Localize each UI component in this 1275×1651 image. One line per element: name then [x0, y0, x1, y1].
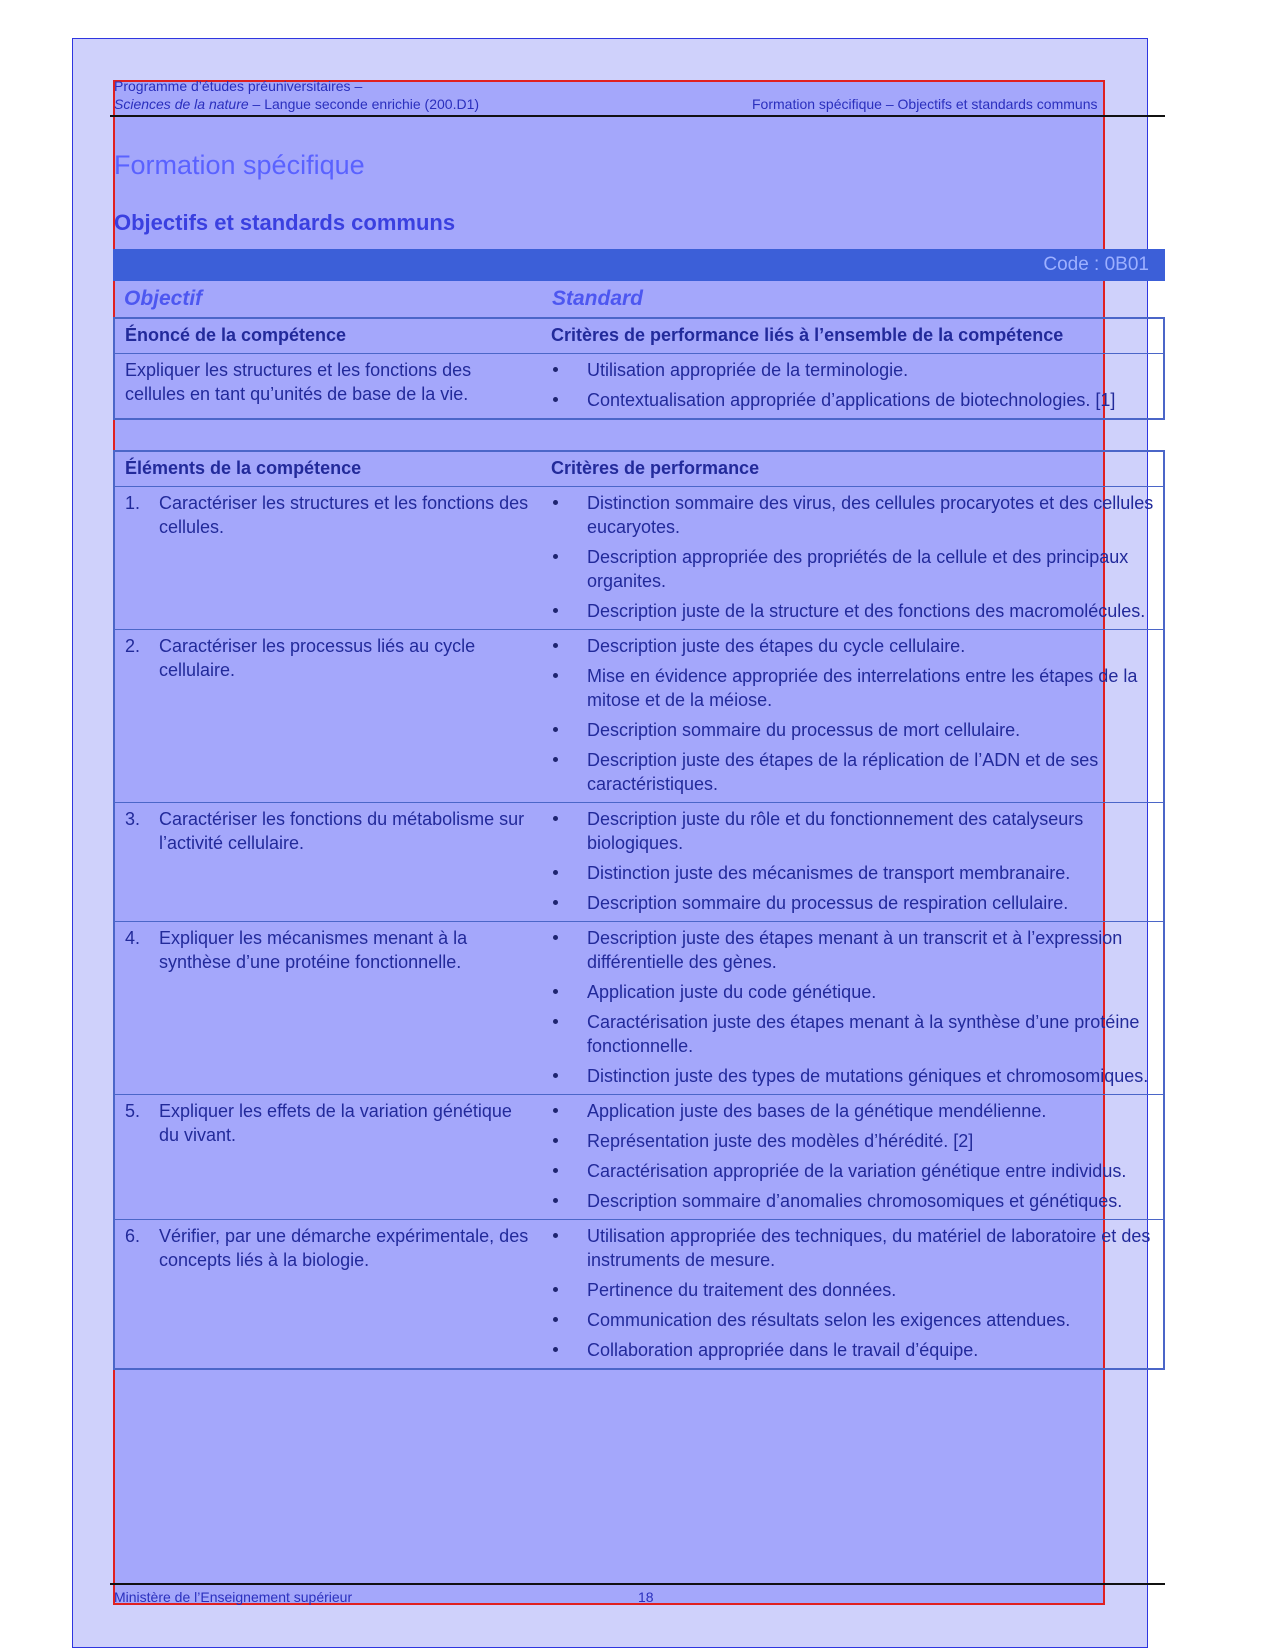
page-number: 18: [638, 1589, 654, 1605]
element-cell: [114, 803, 541, 922]
statement-table: [113, 317, 1165, 420]
element-criteria-list: [551, 1099, 1155, 1213]
section-title: Objectifs et standards communs: [114, 210, 456, 235]
element-text: Caractériser les fonctions du métabolisme sur l’activité cellulaire.: [159, 809, 525, 853]
criterion-item: Distinction sommaire des virus, des cellules procaryotes et des cellules eucaryotes.: [551, 491, 1155, 539]
element-statement: [125, 491, 533, 539]
criterion-item: Description juste de la structure et des fonctions des macromolécules.: [551, 599, 1155, 623]
statement-text: Expliquer les structures et les fonctions des cellules en tant qu’unités de base de la vie.: [114, 354, 541, 420]
criterion-item: Collaboration appropriée dans le travail d’équipe.: [551, 1338, 1155, 1362]
criterion-item: Contextualisation appropriée d’applications de biotechnologies. [1]: [551, 388, 1155, 412]
statement-row: [114, 354, 1164, 420]
element-cell: [114, 1095, 541, 1220]
header-rule: [110, 115, 1165, 117]
element-criteria-list: [551, 926, 1155, 1088]
criterion-item: Description juste des étapes du cycle cellulaire.: [551, 634, 1155, 658]
element-number: 5.: [125, 1101, 141, 1121]
element-cell: [114, 922, 541, 1095]
elements-left-header: Éléments de la compétence: [125, 458, 362, 478]
element-number: 2.: [125, 636, 141, 656]
criterion-item: Distinction juste des types de mutations géniques et chromosomiques.: [551, 1064, 1155, 1088]
element-criteria-cell: [541, 1095, 1164, 1220]
criterion-item: Caractérisation juste des étapes menant à la synthèse d’une protéine fonctionnelle.: [551, 1010, 1155, 1058]
element-cell: [114, 1220, 541, 1370]
element-number: 3.: [125, 809, 141, 829]
criterion-item: Utilisation appropriée des techniques, du matériel de laboratoire et des instruments de mesure.: [551, 1224, 1155, 1272]
element-criteria-cell: [541, 922, 1164, 1095]
criterion-item: Description sommaire d’anomalies chromosomiques et génétiques.: [551, 1189, 1155, 1213]
running-header-line1: Programme d’études préuniversitaires –: [114, 78, 363, 94]
element-criteria-cell: [541, 487, 1164, 630]
criterion-item: Pertinence du traitement des données.: [551, 1278, 1155, 1302]
element-statement: [125, 634, 533, 682]
element-text: Caractériser les structures et les fonctions des cellules.: [159, 493, 529, 537]
element-statement: [125, 1099, 533, 1147]
element-text: Vérifier, par une démarche expérimentale, des concepts liés à la biologie.: [159, 1226, 529, 1270]
criterion-item: Représentation juste des modèles d’hérédité. [2]: [551, 1129, 1155, 1153]
criterion-item: Description appropriée des propriétés de la cellule et des principaux organites.: [551, 545, 1155, 593]
element-cell: [114, 630, 541, 803]
criterion-item: Application juste du code génétique.: [551, 980, 1155, 1004]
element-criteria-cell: [541, 803, 1164, 922]
element-statement: [125, 926, 533, 974]
element-number: 4.: [125, 928, 141, 948]
element-criteria-cell: [541, 1220, 1164, 1370]
element-text: Expliquer les effets de la variation génétique du vivant.: [159, 1101, 512, 1145]
statement-criteria-list: [551, 358, 1155, 412]
statement-criteria-cell: [541, 354, 1164, 420]
element-criteria-cell: [541, 630, 1164, 803]
criterion-item: Description sommaire du processus de mort cellulaire.: [551, 718, 1155, 742]
element-criteria-list: [551, 491, 1155, 623]
element-text: Caractériser les processus liés au cycle cellulaire.: [159, 636, 476, 680]
program-name: Sciences de la nature: [114, 96, 249, 112]
criterion-item: Description juste des étapes menant à un transcrit et à l’expression différentielle des gènes.: [551, 926, 1155, 974]
footer-rule: [110, 1583, 1165, 1585]
standard-heading: Standard: [552, 287, 644, 310]
element-row: [114, 803, 1164, 922]
code-bar: [113, 249, 1165, 281]
objectif-heading: Objectif: [124, 287, 203, 310]
criterion-item: Description juste du rôle et du fonctionnement des catalyseurs biologiques.: [551, 807, 1155, 855]
element-number: 6.: [125, 1226, 141, 1246]
running-header-right: Formation spécifique – Objectifs et standards communs: [752, 96, 1098, 112]
statement-header-row: [114, 318, 1164, 354]
elements-header-row: [114, 451, 1164, 487]
running-header-line2: [114, 96, 479, 112]
criterion-item: Utilisation appropriée de la terminologie.: [551, 358, 1155, 382]
element-statement: [125, 807, 533, 855]
statement-right-header: Critères de performance liés à l’ensemble de la compétence: [551, 325, 1064, 345]
element-criteria-list: [551, 1224, 1155, 1362]
criterion-item: Mise en évidence appropriée des interrelations entre les étapes de la mitose et de la méiose.: [551, 664, 1155, 712]
elements-table: [113, 450, 1165, 1370]
element-row: [114, 1220, 1164, 1370]
element-statement: [125, 1224, 533, 1272]
criterion-item: Description sommaire du processus de respiration cellulaire.: [551, 891, 1155, 915]
criterion-item: Description juste des étapes de la réplication de l’ADN et de ses caractéristiques.: [551, 748, 1155, 796]
element-text: Expliquer les mécanismes menant à la synthèse d’une protéine fonctionnelle.: [159, 928, 468, 972]
elements-right-header: Critères de performance: [551, 458, 760, 478]
criterion-item: Distinction juste des mécanismes de transport membranaire.: [551, 861, 1155, 885]
element-number: 1.: [125, 493, 141, 513]
element-cell: [114, 487, 541, 630]
criterion-item: Communication des résultats selon les exigences attendues.: [551, 1308, 1155, 1332]
code-label: Code : 0B01: [1043, 254, 1149, 275]
element-criteria-list: [551, 807, 1155, 915]
program-detail: – Langue seconde enrichie (200.D1): [248, 96, 480, 112]
criterion-item: Caractérisation appropriée de la variation génétique entre individus.: [551, 1159, 1155, 1183]
element-row: [114, 922, 1164, 1095]
element-criteria-list: [551, 634, 1155, 796]
page-title: Formation spécifique: [114, 150, 365, 180]
element-row: [114, 487, 1164, 630]
statement-left-header: Énoncé de la compétence: [125, 325, 347, 345]
footer-text: Ministère de l’Enseignement supérieur: [114, 1589, 353, 1605]
element-row: [114, 1095, 1164, 1220]
criterion-item: Application juste des bases de la génétique mendélienne.: [551, 1099, 1155, 1123]
element-row: [114, 630, 1164, 803]
